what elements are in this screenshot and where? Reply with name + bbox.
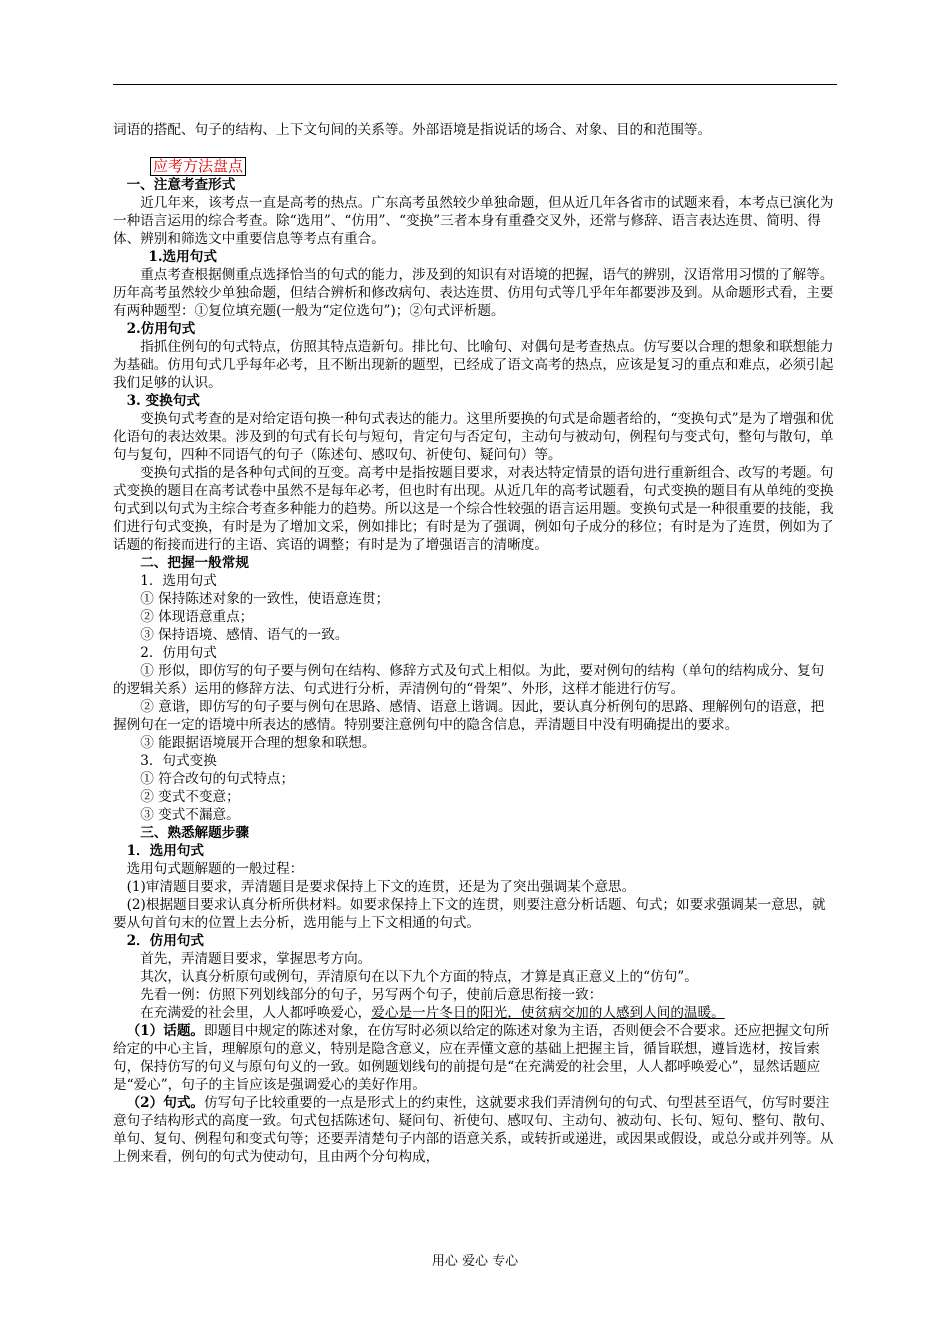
subheading: 3．句式变换	[140, 753, 217, 769]
list-item: ① 保持陈述对象的一致性，使语意连贯；	[140, 591, 390, 607]
page-footer: 用心 爱心 专心	[431, 1254, 519, 1269]
section-heading-3: 三、熟悉解题步骤	[140, 825, 249, 841]
paragraph: 其次，认真分析原句或例句，弄清原句在以下九个方面的特点，才算是真正意义上的“仿句”。	[140, 969, 698, 985]
point-text: 仿写句子比较重要的一点是形式上的约束性，这就要求我们弄清例句的句式、句型甚至语气，仿写时要注意句子结构形式的高度一致。句式包括陈述句、疑问句、祈使句、感叹句、主动句、被动句、长句、短句、整句、散句、单句、复句、例程句和变式句等；还要弄清楚句子内部的语意关系，或转折或递进，或因果或假设，或总分或并列等。从上例来看，例句的句式为使动句，且由两个分句构成，	[113, 1095, 834, 1165]
paragraph: 首先，弄清题目要求，掌握思考方向。	[140, 951, 372, 967]
paragraph: 选用句式题解题的一般过程：	[126, 861, 304, 877]
paragraph: (1)审清题目要求，弄清题目是要求保持上下文的连贯，还是为了突出强调某个意思。	[126, 879, 636, 895]
paragraph: 变换句式考查的是对给定语句换一种句式表达的能力。这里所要换的句式是命题者给的，“变换句式”是为了增强和优化语句的表达效果。涉及到的句式有长句与短句，肯定句与否定句，主动句与被动句，例程句与变式句，整句与散句，单句与复句，四种不同语气的句子（陈述句、感叹句、祈使句、疑问句）等。	[113, 411, 834, 463]
point-label: （2）句式。	[126, 1095, 205, 1111]
list-item: ② 意谐，即仿写的句子要与例句在思路、感情、语意上谐调。因此，要认真分析例句的思路、理解例句的语意，把握例句在一定的语境中所表达的感情。特别要注意例句中的隐含信息，弄清题目中没有明确提出的要求。	[113, 699, 825, 733]
paragraph	[113, 1094, 837, 1166]
header-rule	[113, 84, 837, 85]
subheading: 2.仿用句式	[126, 321, 196, 337]
point-label: （1）话题。	[126, 1023, 205, 1039]
document-body	[113, 121, 837, 1166]
subheading: 2．仿用句式	[140, 645, 217, 661]
list-item: ③ 保持语境、感情、语气的一致。	[140, 627, 349, 643]
list-item: ② 变式不变意；	[140, 789, 240, 805]
paragraph: (2)根据题目要求认真分析所供材料。如要求保持上下文的连贯，则要注意分析话题、句式；如要求强调某一意思，就要从句首句末的位置上去分析，选用能与上下文相通的句式。	[113, 897, 826, 931]
point-text: 即题目中规定的陈述对象，在仿写时必须以给定的陈述对象为主语，否则便会不合要求。还应把握文句所给定的中心主旨，理解原句的意义，特别是隐含意义，应在弄懂文意的基础上把握主旨，循旨联想，遵旨选材，按旨索句，保持仿写的句义与原句句义的一致。如例题划线句的前提句是“在充满爱的社会里，人人都呼唤爱心”，显然话题应是“爱心”，句子的主旨应该是强调爱心的美好作用。	[113, 1023, 830, 1093]
paragraph	[113, 1022, 837, 1094]
subheading: 1．选用句式	[126, 843, 205, 859]
list-item: ② 体现语意重点；	[140, 609, 254, 625]
intro-line: 词语的搭配、句子的结构、上下文句间的关系等。外部语境是指说话的场合、对象、目的和范围等。	[113, 122, 712, 138]
subheading: 1．选用句式	[140, 573, 217, 589]
list-item: ① 符合改句的句式特点；	[140, 771, 295, 787]
list-item: ③ 变式不漏意。	[140, 807, 240, 823]
section-heading-1: 一、注意考查形式	[126, 177, 236, 193]
paragraph: 变换句式指的是各种句式间的互变。高考中是指按题目要求，对表达特定情景的语句进行重新组合、改写的考题。句式变换的题目在高考试卷中虽然不是每年必考，但也时有出现。从近几年的高考试题看，句式变换的题目有从单纯的变换句式到以句式为主综合考查多种能力的趋势。所以这是一个综合性较强的语言运用题。变换句式是一种很重要的技能，我们进行句式变换，有时是为了增加文采，例如排比；有时是为了强调，例如句子成分的移位；有时是为了连贯，例如为了话题的衔接而进行的主语、宾语的调整；有时是为了增强语言的清晰度。	[113, 465, 834, 553]
section-box-title: 应考方法盘点	[150, 157, 246, 176]
paragraph: 先看一例：仿照下列划线部分的句子，另写两个句子，使前后意思衔接一致：	[140, 987, 603, 1003]
paragraph: 近几年来，该考点一直是高考的热点。广东高考虽然较少单独命题，但从近几年各省市的试题来看，本考点已演化为一种语言运用的综合考查。除“选用”、“仿用”、“变换”三者本身有重叠交叉外，还常与修辞、语言表达连贯、简明、得体、辨别和筛选文中重要信息等考点有重合。	[113, 195, 834, 247]
paragraph: 重点考查根据侧重点选择恰当的句式的能力，涉及到的知识有对语境的把握，语气的辨别，汉语常用习惯的了解等。历年高考虽然较少单独命题，但结合辨析和修改病句、表达连贯、仿用句式等几乎年年都要涉及到。从命题形式看，主要有两种题型：①复位填充题(一般为“定位选句”)；②句式评析题。	[113, 267, 834, 319]
example-underlined: 爱心是一片冬日的阳光，使贫病交加的人感到人间的温暖。	[371, 1005, 725, 1021]
list-item: ① 形似，即仿写的句子要与例句在结构、修辞方式及句式上相似。为此，要对例句的结构（单句的结构成分、复句的逻辑关系）运用的修辞方法、句式进行分析，弄清例句的“骨架”、外形，这样才能进行仿写。	[113, 663, 825, 697]
example-prefix: 在充满爱的社会里，人人都呼唤爱心，	[140, 1005, 372, 1021]
subheading: 2．仿用句式	[126, 933, 205, 949]
subheading: 1.选用句式	[148, 249, 217, 265]
paragraph: 指抓住例句的句式特点，仿照其特点造新句。排比句、比喻句、对偶句是考查热点。仿写要以合理的想象和联想能力为基础。仿用句式几乎每年必考，且不断出现新的题型，已经成了语文高考的热点，应该是复习的重点和难点，必须引起我们足够的认识。	[113, 339, 834, 391]
example-sentence	[113, 1004, 837, 1022]
subheading: 3. 变换句式	[126, 393, 200, 409]
list-item: ③ 能跟据语境展开合理的想象和联想。	[140, 735, 376, 751]
section-heading-2: 二、把握一般常规	[140, 555, 249, 571]
